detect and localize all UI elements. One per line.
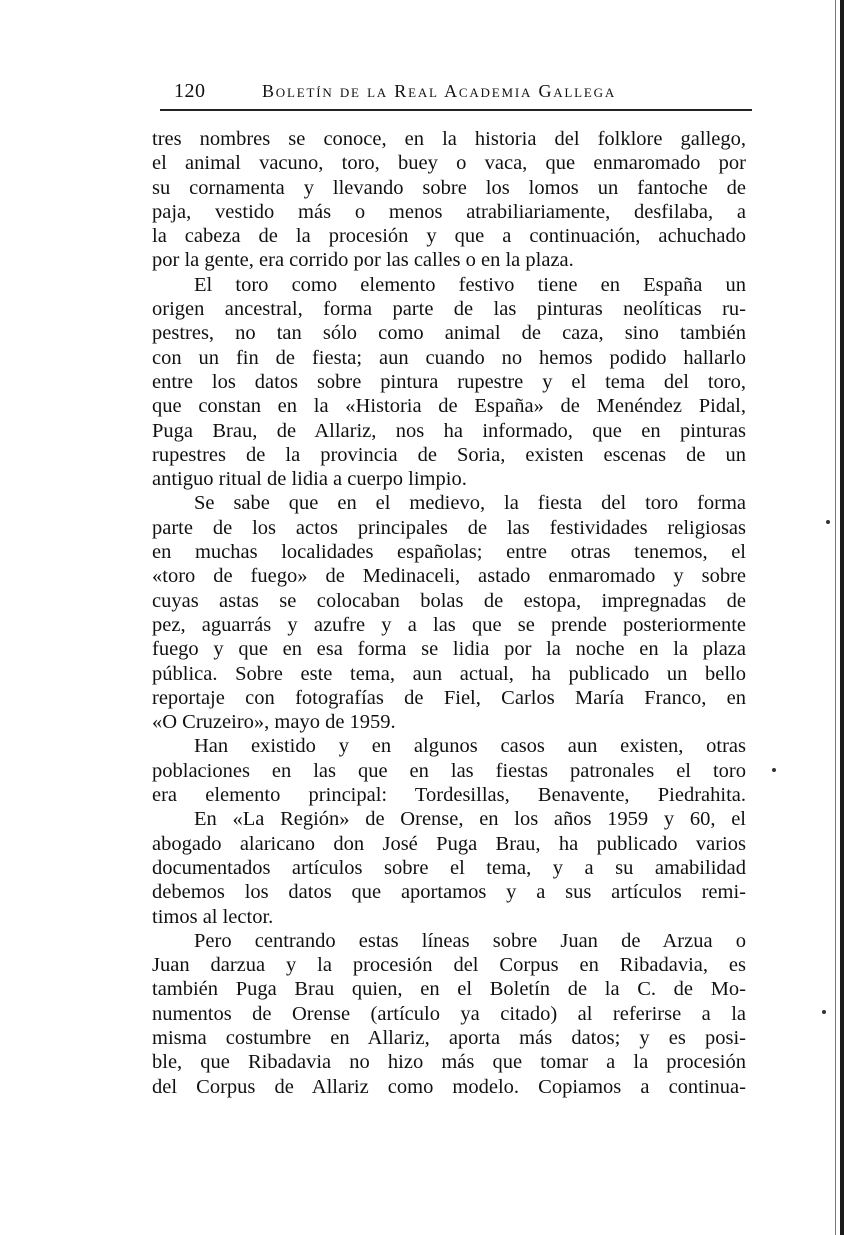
text-line: Juan darzua y la procesión del Corpus en Ribadavia, es [152,954,746,977]
text-line: por la gente, era corrido por las calles o en la plaza. [152,249,574,272]
text-line: antiguo ritual de lidia a cuerpo limpio. [152,468,467,491]
text-line: que constan en la «Historia de España» de Menéndez Pidal, [152,395,746,418]
body-text [152,127,746,1099]
text-line: poblaciones en las que en las fiestas patronales el toro [152,759,746,782]
text-line: cuyas astas se colocaban bolas de estopa, impregnadas de [152,589,746,612]
text-line: rupestres de la provincia de Soria, existen escenas de un [152,443,746,466]
text-line: Puga Brau, de Allariz, nos ha informado, que en pinturas [152,419,746,442]
text-line: Pero centrando estas líneas sobre Juan de Arzua o [194,929,746,952]
scan-speck [772,768,776,772]
text-line: también Puga Brau quien, en el Boletín de la C. de Mo- [152,978,746,1001]
text-line: pestres, no tan sólo como animal de caza, sino también [152,322,746,345]
text-line: Se sabe que en el medievo, la fiesta del toro forma [194,492,746,515]
text-line: pública. Sobre este tema, aun actual, ha publicado un bello [152,662,746,685]
text-line: su cornamenta y llevando sobre los lomos un fantoche de [152,176,746,199]
text-line: «toro de fuego» de Medinaceli, astado enmaromado y sobre [152,565,746,588]
running-title: Boletín de la Real Academia Gallega [262,81,617,101]
text-line: del Corpus de Allariz como modelo. Copiamos a continua- [152,1075,746,1098]
text-line: origen ancestral, forma parte de las pinturas neolíticas ru- [152,298,746,321]
text-line: timos al lector. [152,905,274,928]
scan-speck [826,520,830,524]
text-line: Han existido y en algunos casos aun existen, otras [194,735,746,758]
text-line: con un fin de fiesta; aun cuando no hemos podido hallarlo [152,346,746,369]
text-line: fuego y que en esa forma se lidia por la noche en la plaza [152,638,746,661]
page-edge-shadow [840,0,844,1235]
text-line: abogado alaricano don José Puga Brau, ha publicado varios [152,832,746,855]
text-line: la cabeza de la procesión y que a continuación, achuchado [152,225,746,248]
text-line: reportaje con fotografías de Fiel, Carlos María Franco, en [152,686,746,709]
text-line: paja, vestido más o menos atrabiliariamente, desfilaba, a [152,200,746,223]
text-line: ble, que Ribadavia no hizo más que tomar a la procesión [152,1051,746,1074]
page-edge-line [835,0,836,1235]
text-line: documentados artículos sobre el tema, y a su amabilidad [152,856,746,879]
text-line: parte de los actos principales de las festividades religiosas [152,516,746,539]
text-line: «O Cruzeiro», mayo de 1959. [152,711,396,734]
text-line: En «La Región» de Orense, en los años 1959 y 60, el [194,808,746,831]
text-line: tres nombres se conoce, en la historia del folklore gallego, [152,128,746,150]
text-line: debemos los datos que aportamos y a sus artículos remi- [152,881,746,904]
text-line: numentos de Orense (artículo ya citado) al referirse a la [152,1002,746,1025]
text-line: entre los datos sobre pintura rupestre y el tema del toro, [152,370,746,393]
text-line: el animal vacuno, toro, buey o vaca, que enmaromado por [152,152,746,175]
text-line: misma costumbre en Allariz, aporta más datos; y es posi- [152,1026,746,1049]
text-line: en muchas localidades españolas; entre otras tenemos, el [152,541,746,564]
page-number: 120 [174,80,206,102]
text-line: era elemento principal: Tordesillas, Benavente, Piedrahita. [152,784,746,807]
text-line: pez, aguarrás y azufre y a las que se prende posteriormente [152,613,746,636]
text-line: El toro como elemento festivo tiene en España un [194,273,746,296]
header-rule [160,109,752,111]
scan-speck [822,1010,826,1014]
page-header [170,80,750,110]
